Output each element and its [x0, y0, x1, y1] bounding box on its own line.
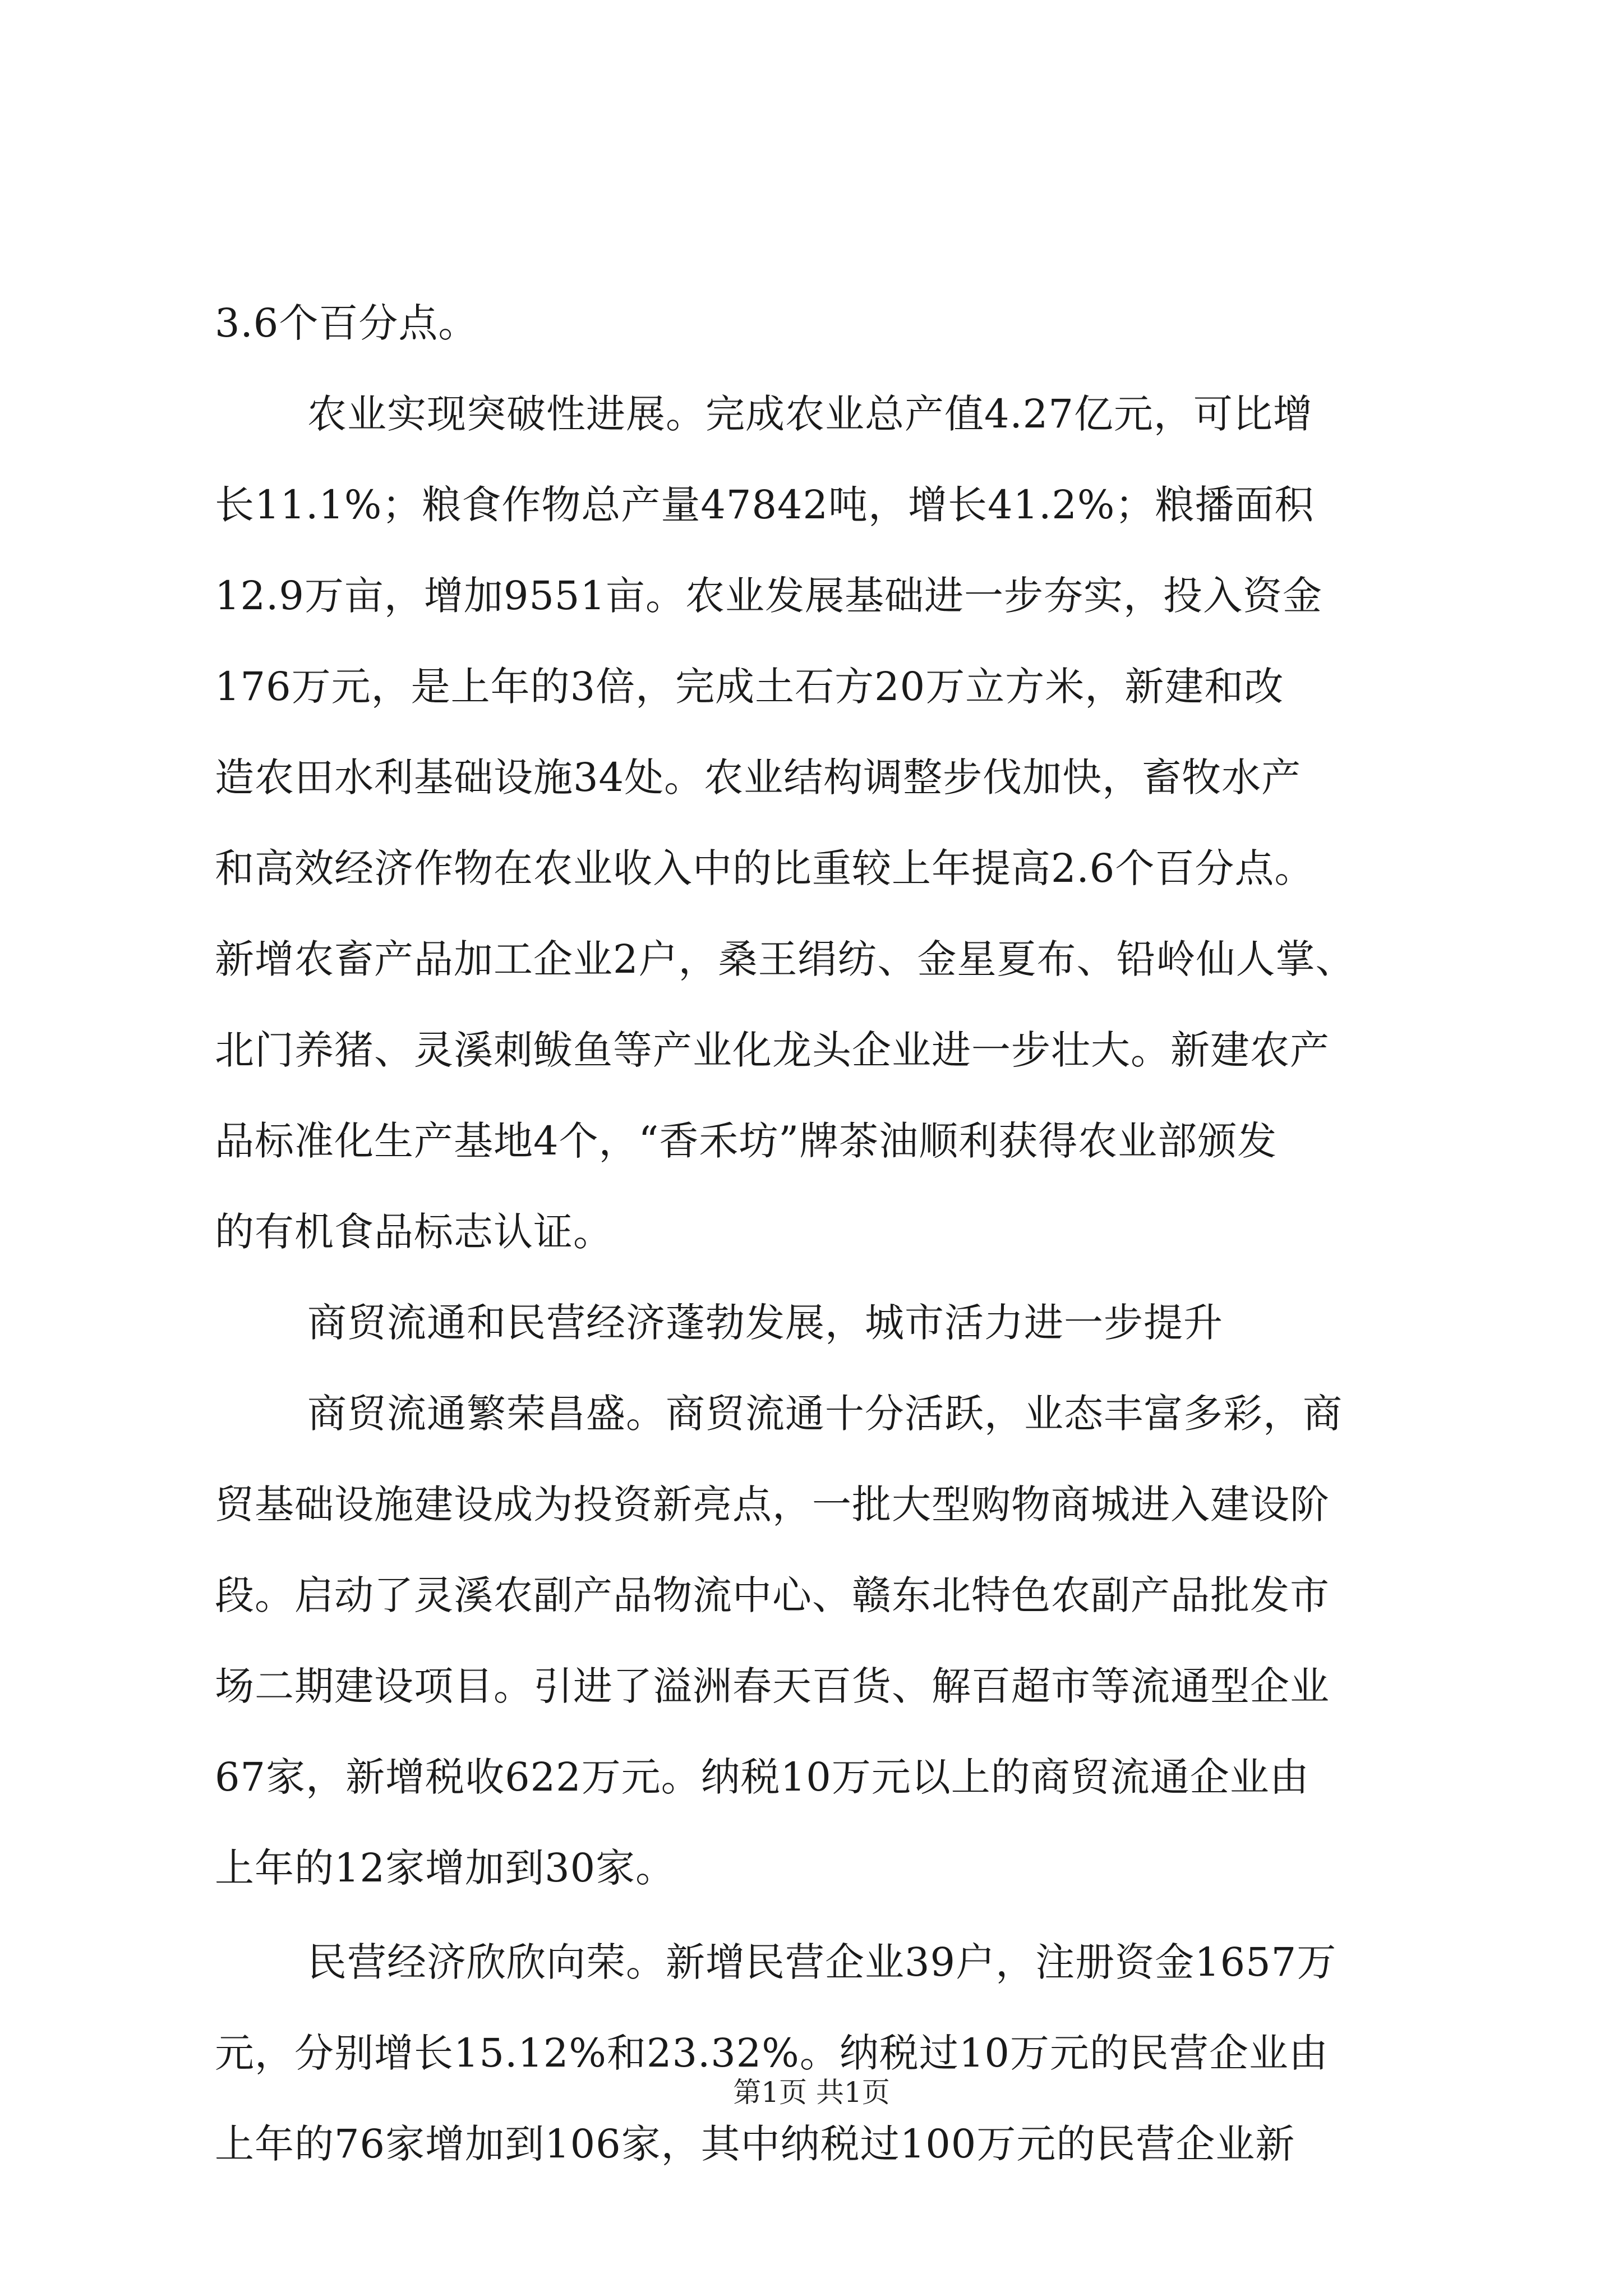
text-line: 段。启动了灵溪农副产品物流中心、赣东北特色农副产品批发市 [215, 1572, 1330, 1618]
text-line: 上年的12家增加到30家。 [215, 1845, 676, 1891]
section-heading: 商贸流通和民营经济蓬勃发展，城市活力进一步提升 [307, 1300, 1223, 1346]
text-line: 和高效经济作物在农业收入中的比重较上年提高2.6个百分点。 [215, 845, 1315, 891]
text-line: 67家，新增税收622万元。纳税10万元以上的商贸流通企业由 [215, 1754, 1310, 1800]
text-line: 上年的76家增加到106家，其中纳税过100万元的民营企业新 [215, 2121, 1295, 2167]
page-footer: 第1页 共1页 [733, 2076, 890, 2109]
text-line: 长11.1%；粮食作物总产量47842吨，增长41.2%；粮播面积 [215, 482, 1315, 528]
paragraph-agriculture-first-line: 农业实现突破性进展。完成农业总产值4.27亿元，可比增 [307, 391, 1313, 437]
text-line: 北门养猪、灵溪刺鲅鱼等产业化龙头企业进一步壮大。新建农产 [215, 1027, 1330, 1073]
text-line: 品标准化生产基地4个，“香禾坊”牌茶油顺利获得农业部颁发 [215, 1118, 1278, 1164]
text-line: 场二期建设项目。引进了溢洲春天百货、解百超市等流通型企业 [215, 1663, 1330, 1709]
text-line: 176万元，是上年的3倍，完成土石方20万立方米，新建和改 [215, 664, 1284, 710]
text-line: 元，分别增长15.12%和23.32%。纳税过10万元的民营企业由 [215, 2030, 1329, 2076]
text-line: 贸基础设施建设成为投资新亮点，一批大型购物商城进入建设阶 [215, 1481, 1330, 1527]
text-line: 新增农畜产品加工企业2户，桑王绢纺、金星夏布、铅岭仙人掌、 [215, 936, 1355, 982]
text-line: 造农田水利基础设施34处。农业结构调整步伐加快，畜牧水产 [215, 754, 1302, 800]
paragraph-private-economy-first-line: 民营经济欣欣向荣。新增民营企业39户，注册资金1657万 [307, 1939, 1337, 1985]
text-line: 的有机食品标志认证。 [215, 1209, 613, 1255]
text-line: 12.9万亩，增加9551亩。农业发展基础进一步夯实，投入资金 [215, 573, 1323, 619]
text-line: 3.6个百分点。 [215, 300, 478, 346]
document-body [215, 278, 1411, 2189]
paragraph-commerce-first-line: 商贸流通繁荣昌盛。商贸流通十分活跃，业态丰富多彩，商 [307, 1391, 1343, 1437]
